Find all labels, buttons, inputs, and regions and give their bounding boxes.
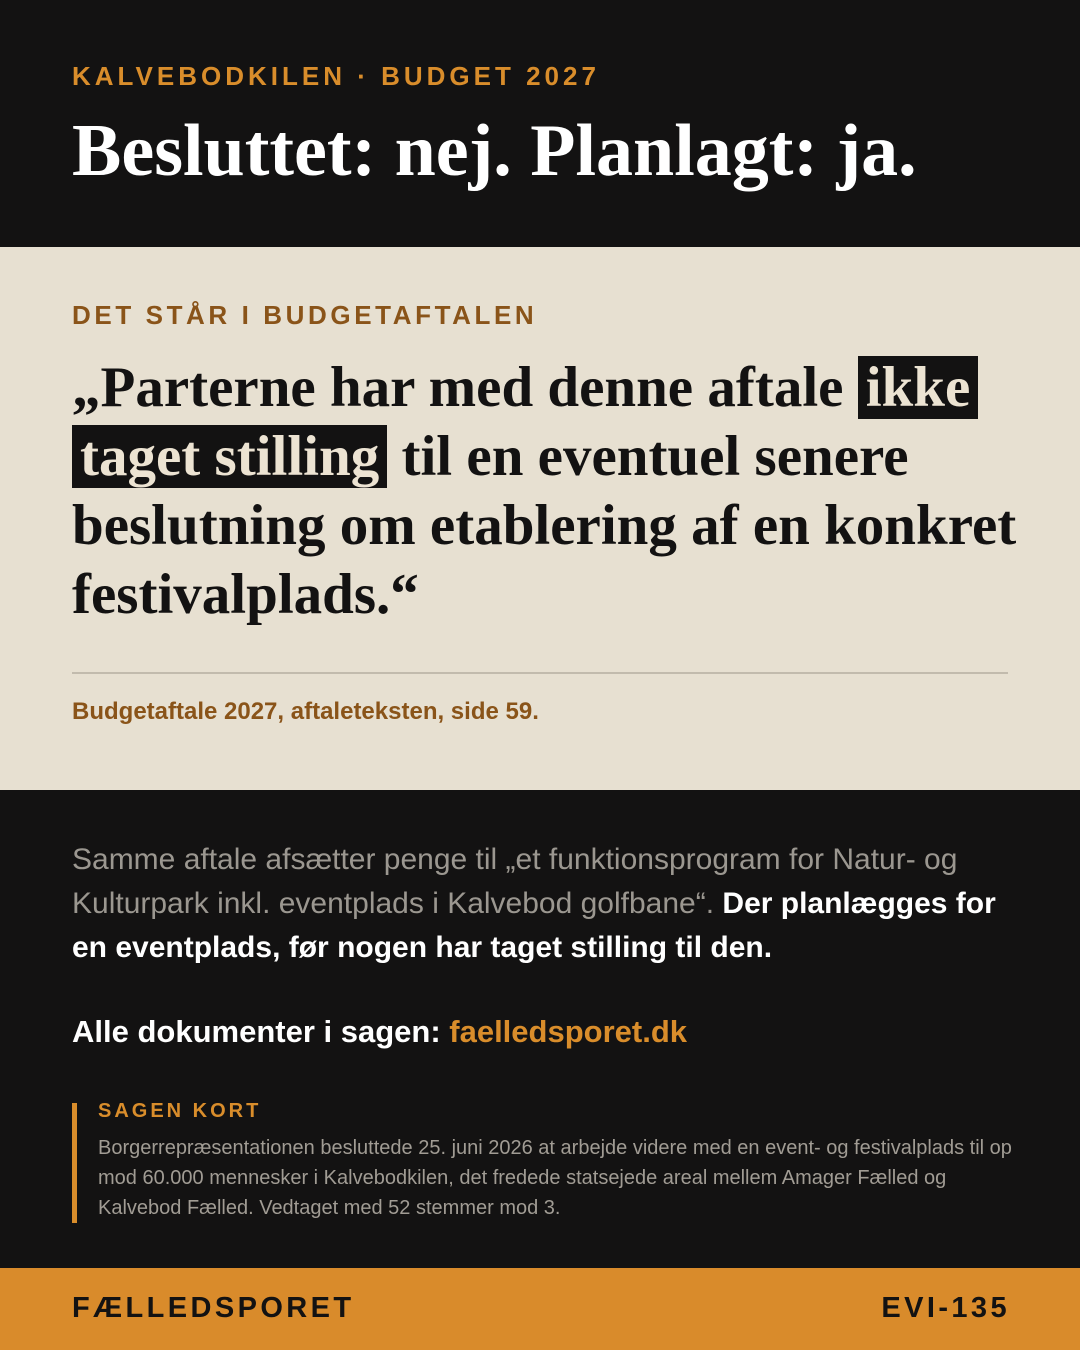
divider xyxy=(72,672,1008,674)
budget-quote xyxy=(72,353,1032,629)
brand-name: FÆLLEDSPORET xyxy=(72,1292,355,1324)
body-text-bold: Der planlægges for en eventplads, før nogen har taget stilling til den. xyxy=(72,887,996,964)
evidence-code: EVI-135 xyxy=(881,1292,1010,1324)
quote-text-before: „Parterne har med denne aftale xyxy=(72,356,844,419)
quote-kicker: DET STÅR I BUDGETAFTALEN xyxy=(72,300,538,330)
summary-title: SAGEN KORT xyxy=(98,1100,262,1122)
quote-source: Budgetaftale 2027, aftaleteksten, side 59. xyxy=(72,698,539,725)
header-kicker: KALVEBODKILEN · BUDGET 2027 xyxy=(72,61,600,91)
footer-bar xyxy=(0,1268,1080,1350)
header-section xyxy=(0,0,1080,247)
documents-label: Alle dokumenter i sagen: xyxy=(72,1014,441,1049)
summary-box xyxy=(72,1100,1012,1223)
body-text-regular: Samme aftale afsætter penge til „et funktionsprogram for Natur- og Kulturpark inkl. eventplads i Kalvebod golfbane“. xyxy=(72,843,958,920)
quote-text-after: til en eventuel senere beslutning om etablering af en konkret festivalplads.“ xyxy=(72,425,1017,626)
page-title: Besluttet: nej. Planlagt: ja. xyxy=(72,110,917,192)
documents-line xyxy=(72,1011,687,1053)
summary-text: Borgerrepræsentationen besluttede 25. juni 2026 at arbejde videre med en event- og festivalplads til op mod 60.000 mennesker i Kalvebodkilen, det fredede statsejede areal mellem Amager Fælled og Kalvebod Fælled. Vedtaget med 52 stemmer mod 3. xyxy=(98,1137,1012,1219)
body-paragraph xyxy=(72,838,1022,970)
quote-panel xyxy=(0,247,1080,790)
quote-highlight: ikke taget stilling xyxy=(72,356,978,488)
documents-link[interactable]: faelledsporet.dk xyxy=(449,1014,688,1049)
